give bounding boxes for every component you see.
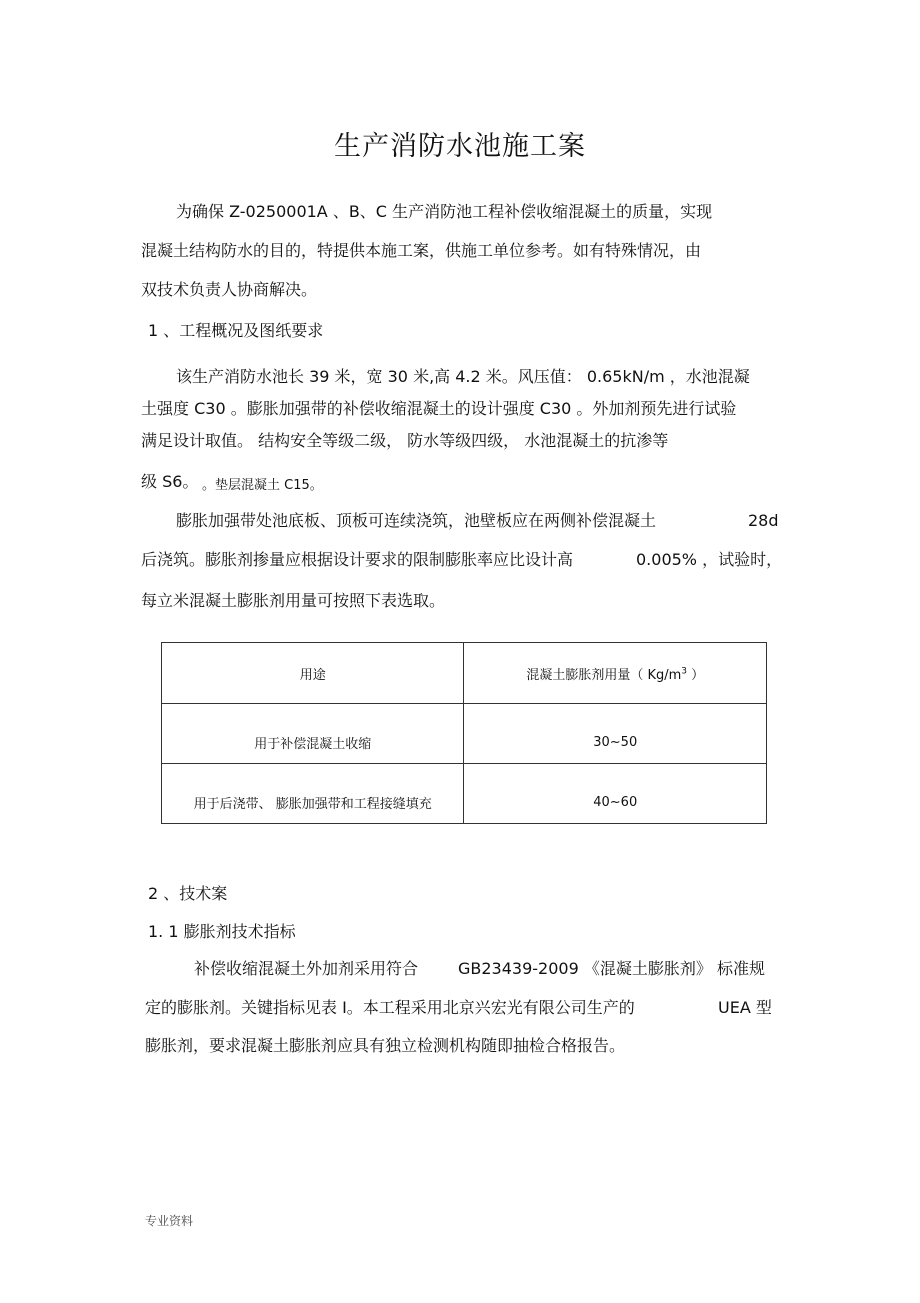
- section-2-paragraph-line-3: 膨胀剂，要求混凝土膨胀剂应具有独立检测机构随即抽检合格报告。: [145, 1036, 626, 1055]
- section-1-paragraph-1-line-2: 土强度 C30 。膨胀加强带的补偿收缩混凝土的设计强度 C30 。外加剂预先进行试验: [141, 399, 737, 418]
- section-2-paragraph-line-2: 定的膨胀剂。关键指标见表 I。本工程采用北京兴宏光有限公司生产的: [145, 998, 635, 1017]
- page-title: 生产消防水池施工案: [334, 131, 586, 162]
- table-header-amount-close: ）: [687, 667, 705, 683]
- table-header-usage: 用途: [162, 643, 464, 704]
- table-header-amount-superscript: 3: [681, 666, 687, 677]
- page-footer: 专业资料: [145, 1214, 194, 1228]
- section-2-paragraph-line-2-type: UEA 型: [718, 998, 772, 1017]
- table-cell-amount: [464, 764, 767, 824]
- section-1-paragraph-2-line-2-value: 0.005% ，试验时，: [636, 550, 783, 569]
- section-1-paragraph-1-line-3: 满足设计取值。 结构安全等级二级， 防水等级四级， 水池混凝土的抗渗等: [141, 431, 669, 450]
- section-2-paragraph-line-1: 补偿收缩混凝土外加剂采用符合: [194, 959, 419, 978]
- section-2-sub-heading: 1. 1 膨胀剂技术指标: [148, 922, 296, 941]
- table-cell-usage-text: 用于补偿混凝土收缩: [254, 737, 372, 752]
- table-cell-amount: [464, 704, 767, 764]
- table-cell-usage: [162, 764, 464, 824]
- table-cell-usage: [162, 704, 464, 764]
- section-1-paragraph-1-line-1: 该生产消防水池长 39 米，宽 30 米,高 4.2 米。风压值： 0.65kN/m ，水池混凝: [176, 367, 750, 386]
- table-cell-usage-text: 用于后浇带、 膨胀加强带和工程接缝填充: [193, 797, 432, 812]
- section-1-paragraph-2-line-2: 后浇筑。膨胀剂掺量应根据设计要求的限制膨胀率应比设计高: [141, 550, 574, 569]
- table-cell-amount-text: 40~60: [593, 795, 638, 810]
- table-header-amount-label: 混凝土膨胀剂用量（ Kg/m: [526, 667, 682, 683]
- intro-line-1: 为确保 Z-0250001A 、B、C 生产消防池工程补偿收缩混凝土的质量，实现: [176, 202, 713, 221]
- expansion-agent-table: [161, 642, 767, 824]
- intro-line-2: 混凝土结构防水的目的，特提供本施工案，供施工单位参考。如有特殊情况，由: [141, 241, 702, 260]
- table-cell-amount-text: 30~50: [593, 735, 638, 750]
- section-1-paragraph-1-cushion: 。垫层混凝土 C15。: [202, 478, 323, 493]
- intro-line-3: 双技术负责人协商解决。: [141, 280, 318, 299]
- section-2-paragraph-line-1-standard: GB23439-2009 《混凝土膨胀剂》 标准规: [458, 959, 765, 978]
- section-1-heading: 1 、工程概况及图纸要求: [148, 321, 324, 340]
- section-1-paragraph-2-line-3: 每立米混凝土膨胀剂用量可按照下表选取。: [141, 591, 446, 610]
- table-row: [162, 704, 767, 764]
- section-1-paragraph-2-line-1-value: 28d: [748, 511, 779, 530]
- table-header-amount: [464, 643, 767, 704]
- table-header-row: [162, 643, 767, 704]
- section-1-paragraph-1-line-4: 级 S6。: [141, 472, 199, 491]
- table-row: [162, 764, 767, 824]
- section-1-paragraph-2-line-1: 膨胀加强带处池底板、顶板可连续浇筑，池壁板应在两侧补偿混凝土: [176, 511, 657, 530]
- section-2-heading: 2 、技术案: [148, 884, 228, 903]
